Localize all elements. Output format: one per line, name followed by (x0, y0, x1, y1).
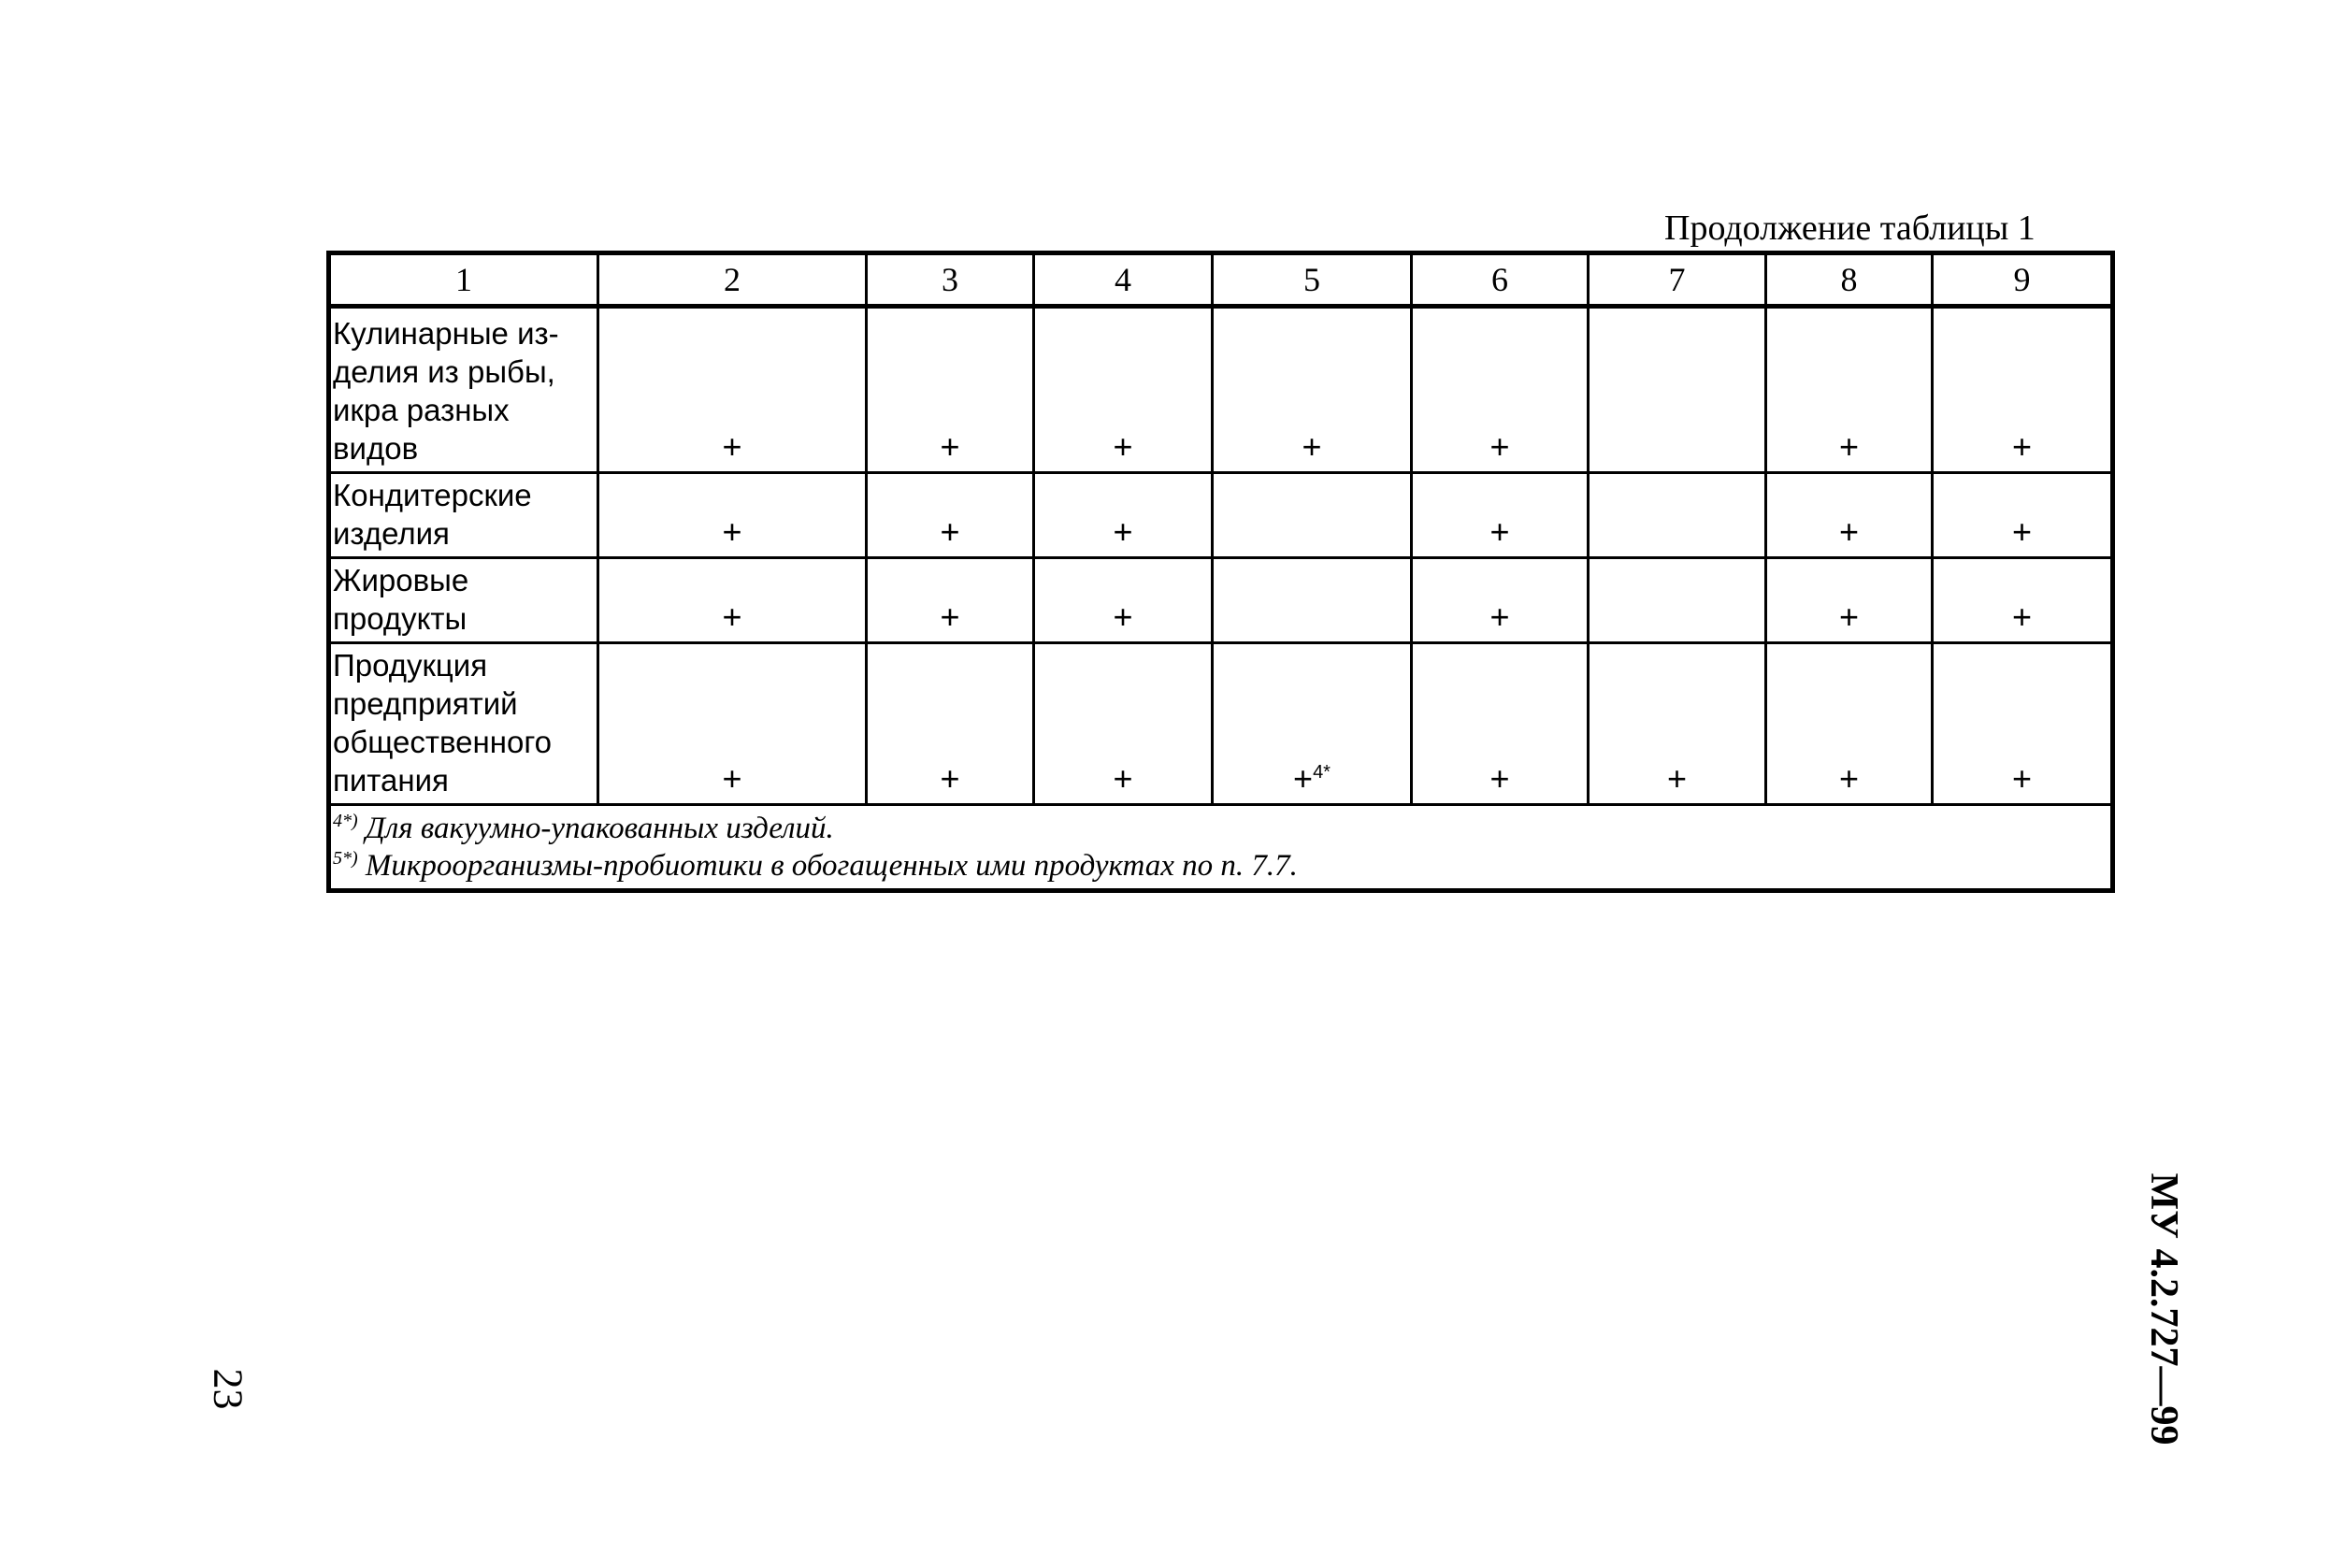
table-cell (1933, 643, 2113, 805)
cell-mark: + (1293, 759, 1314, 798)
table-cell (1213, 307, 1412, 473)
cell-mark: + (1113, 597, 1133, 636)
footnote-mark: 5*) (333, 848, 358, 869)
cell-mark: + (2011, 597, 2033, 636)
table-row (329, 558, 2113, 643)
table-cell (1412, 473, 1589, 558)
footnote-row (329, 805, 2113, 891)
cell-mark: + (2011, 759, 2033, 798)
cell-mark: + (940, 512, 960, 551)
row-label-line: Кондитерские (333, 478, 532, 512)
table-cell (598, 307, 867, 473)
footnote-mark: 4*) (333, 811, 358, 831)
table-row (329, 643, 2113, 805)
header-row (329, 253, 2113, 307)
table-cell (1034, 473, 1213, 558)
column-header: 3 (867, 253, 1034, 307)
cell-mark: + (1489, 597, 1510, 636)
cell-note: 4* (1313, 762, 1331, 783)
table-cell (867, 307, 1034, 473)
table-cell (1589, 558, 1766, 643)
table-cell (1213, 473, 1412, 558)
column-header: 7 (1589, 253, 1766, 307)
cell-mark: + (722, 512, 742, 551)
table-cell (598, 558, 867, 643)
cell-mark: + (1838, 427, 1860, 466)
table-cell (598, 473, 867, 558)
table-cell (867, 643, 1034, 805)
row-label-line: продукты (333, 601, 468, 636)
cell-mark: + (1302, 427, 1322, 466)
row-label-line: изделия (333, 516, 450, 551)
row-label-line: икра разных (333, 393, 510, 427)
cell-mark: + (722, 597, 742, 636)
footnote (333, 847, 2110, 885)
cell-mark: + (940, 427, 960, 466)
cell-mark: + (1838, 512, 1860, 551)
table-cell (1766, 307, 1933, 473)
cell-mark: + (940, 759, 960, 798)
row-label (329, 307, 598, 473)
column-header: 9 (1933, 253, 2113, 307)
row-label (329, 643, 598, 805)
table-row (329, 473, 2113, 558)
cell-mark: + (1489, 759, 1510, 798)
column-header: 5 (1213, 253, 1412, 307)
cell-mark: + (1489, 427, 1510, 466)
table-row (329, 307, 2113, 473)
row-label-line: делия из рыбы, (333, 354, 555, 389)
table-cell (867, 473, 1034, 558)
row-label-line: предприятий (333, 686, 518, 721)
table-cell (1412, 558, 1589, 643)
row-label-line: питания (333, 763, 449, 798)
cell-mark: + (1113, 427, 1133, 466)
column-header: 6 (1412, 253, 1589, 307)
cell-mark: + (1666, 759, 1688, 798)
row-label-line: видов (333, 431, 419, 466)
footnote (333, 810, 2110, 847)
row-label (329, 558, 598, 643)
cell-mark: + (1113, 512, 1133, 551)
column-header: 8 (1766, 253, 1933, 307)
document-code: МУ 4.2.727—99 (2142, 1172, 2185, 1446)
table-cell (1933, 558, 2113, 643)
table-cell (1213, 558, 1412, 643)
table-cell (1933, 473, 2113, 558)
cell-mark: + (1113, 759, 1133, 798)
row-label-line: Кулинарные из- (333, 316, 559, 351)
table-cell (1766, 558, 1933, 643)
table-cell (1034, 307, 1213, 473)
table-cell (1412, 307, 1589, 473)
row-label-line: Продукция (333, 648, 488, 683)
cell-mark: + (940, 597, 960, 636)
table-cell (1589, 643, 1766, 805)
footnote-text: Для вакуумно-упакованных изделий. (357, 812, 834, 845)
data-table (326, 251, 2115, 893)
column-header: 1 (329, 253, 598, 307)
cell-mark: + (2011, 512, 2033, 551)
table-cell (1766, 643, 1933, 805)
footnotes (329, 805, 2113, 891)
cell-mark: + (2011, 427, 2033, 466)
column-header: 2 (598, 253, 867, 307)
table-cell (1213, 643, 1412, 805)
cell-mark: + (1489, 512, 1510, 551)
table-cell (1412, 643, 1589, 805)
footnote-text: Микроорганизмы-пробиотики в обогащенных ими продуктах по п. 7.7. (357, 849, 1298, 883)
table-cell (867, 558, 1034, 643)
cell-mark: + (1838, 597, 1860, 636)
table-cell (1034, 643, 1213, 805)
table-cell (1589, 473, 1766, 558)
cell-mark: + (722, 427, 742, 466)
table-cell (1589, 307, 1766, 473)
column-header: 4 (1034, 253, 1213, 307)
row-label (329, 473, 598, 558)
table-cell (598, 643, 867, 805)
table-cell (1933, 307, 2113, 473)
table-cell (1034, 558, 1213, 643)
cell-mark: + (722, 759, 742, 798)
row-label-line: Жировые (333, 563, 469, 597)
row-label-line: общественного (333, 725, 552, 759)
table-caption: Продолжение таблицы 1 (1664, 209, 2036, 248)
cell-mark: + (1838, 759, 1860, 798)
table-cell (1766, 473, 1933, 558)
page-number: 23 (205, 1368, 252, 1410)
